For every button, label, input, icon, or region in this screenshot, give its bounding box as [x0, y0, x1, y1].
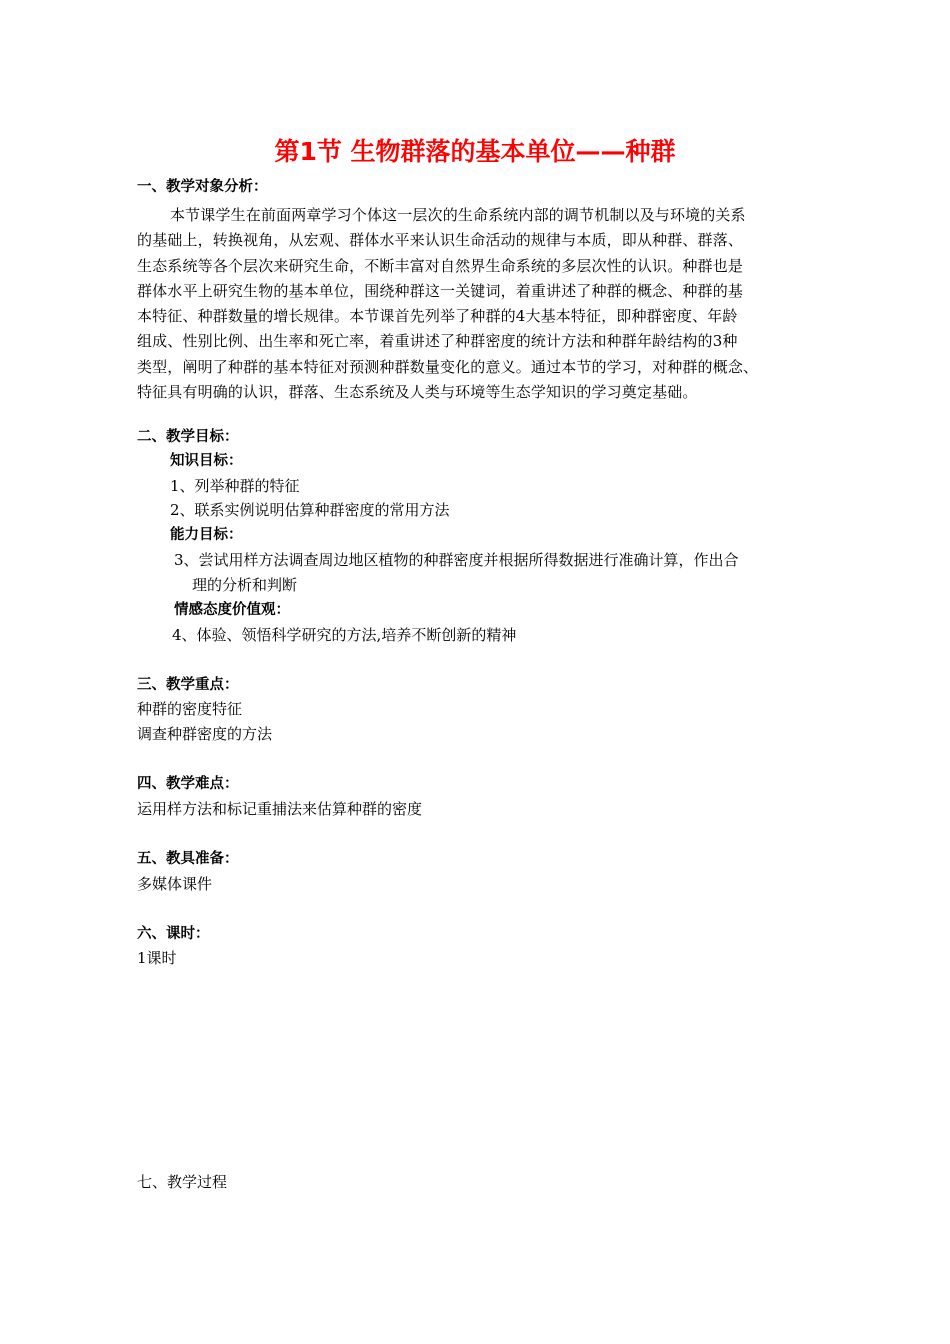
section-heading-difficulties: 四、教学难点：	[137, 776, 239, 792]
section-heading-analysis: 一、教学对象分析：	[137, 179, 268, 195]
paragraph-line: 特征具有明确的认识，群落、生态系统及人类与环境等生态学知识的学习奠定基础。	[137, 383, 698, 402]
paragraph-line: 组成、性别比例、出生率和死亡率，着重讲述了种群密度的统计方法和种群年龄结构的3种	[137, 332, 738, 351]
objective-item: 3、尝试用样方法调查周边地区植物的种群密度并根据所得数据进行准确计算，作出合	[174, 551, 739, 569]
paragraph-line: 的基础上，转换视角，从宏观、群体水平来认识生命活动的规律与本质，即从种群、群落、	[137, 231, 744, 250]
class-hours-item: 1课时	[137, 949, 177, 967]
section-heading-objectives: 二、教学目标：	[137, 429, 239, 445]
difficulty-item: 运用样方法和标记重捕法来估算种群的密度	[137, 800, 423, 818]
paragraph-line: 群体水平上研究生物的基本单位，围绕种群这一关键词，着重讲述了种群的概念、种群的基	[137, 281, 744, 300]
section-heading-process: 七、教学过程	[137, 1173, 228, 1191]
subheading-knowledge: 知识目标：	[170, 453, 243, 469]
objective-item: 4、体验、领悟科学研究的方法,培养不断创新的精神	[172, 626, 517, 644]
subheading-emotion: 情感态度价值观：	[174, 602, 290, 618]
section-heading-materials: 五、教具准备：	[137, 851, 239, 867]
section-heading-key-points: 三、教学重点：	[137, 677, 239, 693]
key-point-item: 调查种群密度的方法	[137, 725, 273, 743]
paragraph-line: 本特征、种群数量的增长规律。本节课首先列举了种群的4大基本特征，即种群密度、年龄	[137, 307, 738, 326]
paragraph-line: 类型，阐明了种群的基本特征对预测种群数量变化的意义。通过本节的学习，对种群的概念、	[137, 357, 759, 376]
objective-item-continuation: 理的分析和判断	[192, 576, 298, 594]
key-point-item: 种群的密度特征	[137, 700, 243, 718]
paragraph-line: 本节课学生在前面两章学习个体这一层次的生命系统内部的调节机制以及与环境的关系	[170, 206, 746, 224]
section-heading-class-hours: 六、课时：	[137, 926, 210, 942]
paragraph-line: 生态系统等各个层次来研究生命，不断丰富对自然界生命系统的多层次性的认识。种群也是	[137, 256, 744, 275]
objective-item: 2、联系实例说明估算种群密度的常用方法	[170, 501, 450, 519]
document-title: 第1节 生物群落的基本单位——种群	[274, 137, 676, 166]
analysis-paragraph	[137, 203, 827, 405]
objective-item: 1、列举种群的特征	[170, 477, 300, 495]
subheading-ability: 能力目标：	[170, 527, 243, 543]
materials-item: 多媒体课件	[137, 875, 213, 893]
